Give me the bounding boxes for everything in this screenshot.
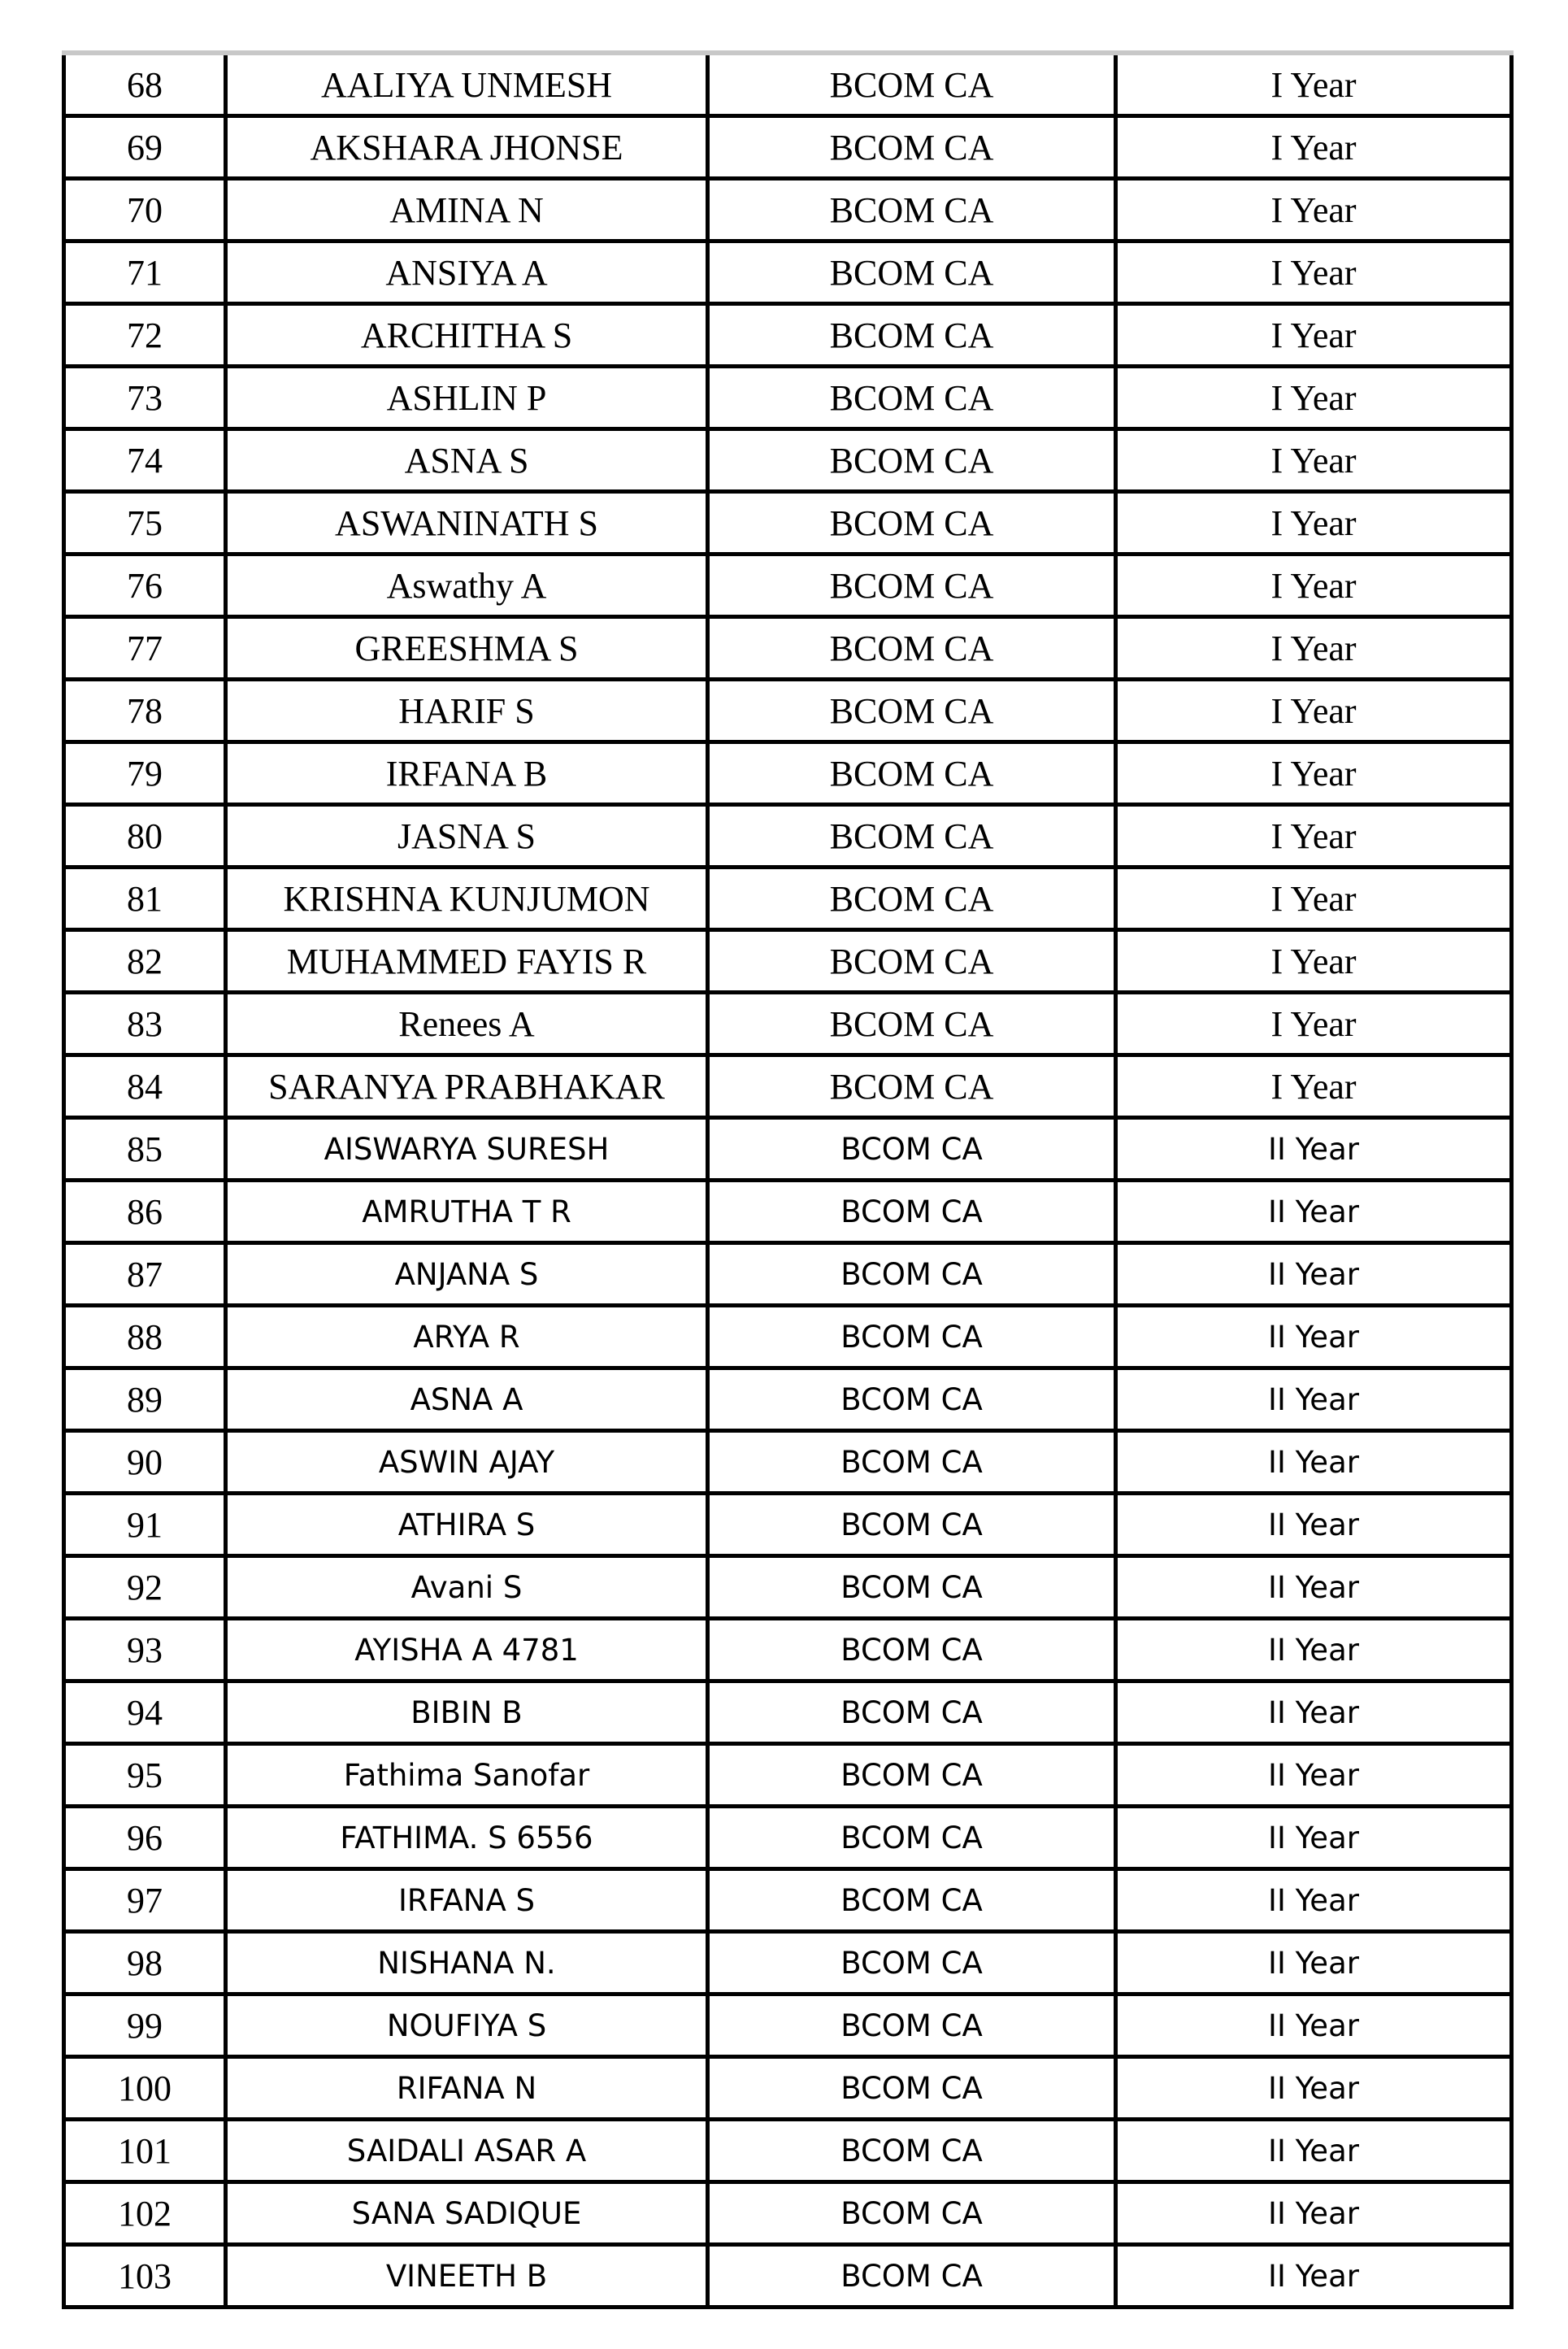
year-cell: II Year: [1116, 1118, 1512, 1181]
student-name-cell: AISWARYA SURESH: [226, 1118, 708, 1181]
course-cell: BCOM CA: [708, 1494, 1116, 1556]
year-cell: II Year: [1116, 2120, 1512, 2182]
year-cell: II Year: [1116, 1681, 1512, 1744]
student-name-cell: ATHIRA S: [226, 1494, 708, 1556]
table-row: [64, 1494, 1512, 1556]
table-row: [64, 116, 1512, 179]
year-cell: II Year: [1116, 1181, 1512, 1243]
serial-number-cell: 86: [64, 1181, 226, 1243]
table-row: [64, 1368, 1512, 1431]
course-cell: BCOM CA: [708, 1306, 1116, 1368]
table-row: [64, 1932, 1512, 1994]
table-row: [64, 1055, 1512, 1118]
table-row: [64, 2120, 1512, 2182]
course-cell: BCOM CA: [708, 930, 1116, 993]
course-cell: BCOM CA: [708, 1681, 1116, 1744]
course-cell: BCOM CA: [708, 742, 1116, 805]
serial-number-cell: 92: [64, 1556, 226, 1619]
serial-number-cell: 90: [64, 1431, 226, 1494]
student-name-cell: MUHAMMED FAYIS R: [226, 930, 708, 993]
serial-number-cell: 80: [64, 805, 226, 868]
serial-number-cell: 101: [64, 2120, 226, 2182]
year-cell: I Year: [1116, 805, 1512, 868]
student-name-cell: SARANYA PRABHAKAR: [226, 1055, 708, 1118]
year-cell: II Year: [1116, 1494, 1512, 1556]
course-cell: BCOM CA: [708, 179, 1116, 241]
year-cell: I Year: [1116, 367, 1512, 429]
student-name-cell: Renees A: [226, 993, 708, 1055]
student-name-cell: AALIYA UNMESH: [226, 53, 708, 116]
course-cell: BCOM CA: [708, 1055, 1116, 1118]
year-cell: II Year: [1116, 1619, 1512, 1681]
course-cell: BCOM CA: [708, 1932, 1116, 1994]
student-name-cell: ANJANA S: [226, 1243, 708, 1306]
student-name-cell: AYISHA A 4781: [226, 1619, 708, 1681]
student-name-cell: FATHIMA. S 6556: [226, 1807, 708, 1869]
serial-number-cell: 74: [64, 429, 226, 492]
student-table-body: [64, 53, 1512, 2308]
course-cell: BCOM CA: [708, 2120, 1116, 2182]
course-cell: BCOM CA: [708, 2182, 1116, 2245]
year-cell: I Year: [1116, 179, 1512, 241]
table-row: [64, 1869, 1512, 1932]
year-cell: I Year: [1116, 617, 1512, 680]
serial-number-cell: 78: [64, 680, 226, 742]
year-cell: II Year: [1116, 1368, 1512, 1431]
year-cell: II Year: [1116, 1807, 1512, 1869]
table-row: [64, 617, 1512, 680]
table-row: [64, 1243, 1512, 1306]
year-cell: II Year: [1116, 1994, 1512, 2057]
year-cell: I Year: [1116, 742, 1512, 805]
serial-number-cell: 94: [64, 1681, 226, 1744]
course-cell: BCOM CA: [708, 1431, 1116, 1494]
year-cell: I Year: [1116, 555, 1512, 617]
year-cell: II Year: [1116, 1932, 1512, 1994]
student-name-cell: Fathima Sanofar: [226, 1744, 708, 1807]
student-name-cell: ARYA R: [226, 1306, 708, 1368]
table-row: [64, 1994, 1512, 2057]
course-cell: BCOM CA: [708, 1744, 1116, 1807]
student-name-cell: ASWANINATH S: [226, 492, 708, 555]
serial-number-cell: 68: [64, 53, 226, 116]
table-row: [64, 179, 1512, 241]
student-name-cell: NISHANA N.: [226, 1932, 708, 1994]
table-row: [64, 241, 1512, 304]
course-cell: BCOM CA: [708, 241, 1116, 304]
serial-number-cell: 76: [64, 555, 226, 617]
table-row: [64, 868, 1512, 930]
student-name-cell: ASNA A: [226, 1368, 708, 1431]
serial-number-cell: 98: [64, 1932, 226, 1994]
student-name-cell: VINEETH B: [226, 2245, 708, 2308]
table-row: [64, 555, 1512, 617]
year-cell: I Year: [1116, 1055, 1512, 1118]
serial-number-cell: 85: [64, 1118, 226, 1181]
student-name-cell: Aswathy A: [226, 555, 708, 617]
course-cell: BCOM CA: [708, 492, 1116, 555]
year-cell: II Year: [1116, 2182, 1512, 2245]
student-name-cell: IRFANA B: [226, 742, 708, 805]
course-cell: BCOM CA: [708, 367, 1116, 429]
course-cell: BCOM CA: [708, 2057, 1116, 2120]
serial-number-cell: 81: [64, 868, 226, 930]
serial-number-cell: 102: [64, 2182, 226, 2245]
serial-number-cell: 89: [64, 1368, 226, 1431]
serial-number-cell: 75: [64, 492, 226, 555]
course-cell: BCOM CA: [708, 1556, 1116, 1619]
serial-number-cell: 82: [64, 930, 226, 993]
table-row: [64, 2182, 1512, 2245]
year-cell: I Year: [1116, 680, 1512, 742]
table-row: [64, 53, 1512, 116]
serial-number-cell: 79: [64, 742, 226, 805]
student-name-cell: SANA SADIQUE: [226, 2182, 708, 2245]
student-name-cell: ASWIN AJAY: [226, 1431, 708, 1494]
table-row: [64, 1807, 1512, 1869]
student-name-cell: AMRUTHA T R: [226, 1181, 708, 1243]
serial-number-cell: 88: [64, 1306, 226, 1368]
table-row: [64, 492, 1512, 555]
course-cell: BCOM CA: [708, 304, 1116, 367]
serial-number-cell: 73: [64, 367, 226, 429]
student-name-cell: KRISHNA KUNJUMON: [226, 868, 708, 930]
student-name-cell: AMINA N: [226, 179, 708, 241]
student-name-cell: ASHLIN P: [226, 367, 708, 429]
year-cell: II Year: [1116, 1243, 1512, 1306]
year-cell: II Year: [1116, 1744, 1512, 1807]
serial-number-cell: 93: [64, 1619, 226, 1681]
course-cell: BCOM CA: [708, 1869, 1116, 1932]
year-cell: I Year: [1116, 993, 1512, 1055]
year-cell: II Year: [1116, 2245, 1512, 2308]
table-row: [64, 1744, 1512, 1807]
course-cell: BCOM CA: [708, 1368, 1116, 1431]
year-cell: II Year: [1116, 1556, 1512, 1619]
year-cell: I Year: [1116, 241, 1512, 304]
serial-number-cell: 71: [64, 241, 226, 304]
table-row: [64, 680, 1512, 742]
serial-number-cell: 95: [64, 1744, 226, 1807]
course-cell: BCOM CA: [708, 993, 1116, 1055]
serial-number-cell: 72: [64, 304, 226, 367]
year-cell: I Year: [1116, 429, 1512, 492]
table-row: [64, 429, 1512, 492]
course-cell: BCOM CA: [708, 116, 1116, 179]
table-row: [64, 1556, 1512, 1619]
course-cell: BCOM CA: [708, 2245, 1116, 2308]
table-row: [64, 1431, 1512, 1494]
course-cell: BCOM CA: [708, 868, 1116, 930]
serial-number-cell: 69: [64, 116, 226, 179]
year-cell: II Year: [1116, 1306, 1512, 1368]
serial-number-cell: 103: [64, 2245, 226, 2308]
course-cell: BCOM CA: [708, 1243, 1116, 1306]
table-row: [64, 1619, 1512, 1681]
year-cell: II Year: [1116, 2057, 1512, 2120]
student-name-cell: BIBIN B: [226, 1681, 708, 1744]
serial-number-cell: 100: [64, 2057, 226, 2120]
course-cell: BCOM CA: [708, 1118, 1116, 1181]
student-name-cell: AKSHARA JHONSE: [226, 116, 708, 179]
year-cell: I Year: [1116, 930, 1512, 993]
course-cell: BCOM CA: [708, 53, 1116, 116]
serial-number-cell: 83: [64, 993, 226, 1055]
table-row: [64, 1306, 1512, 1368]
student-name-cell: ANSIYA A: [226, 241, 708, 304]
course-cell: BCOM CA: [708, 1181, 1116, 1243]
student-name-cell: HARIF S: [226, 680, 708, 742]
serial-number-cell: 91: [64, 1494, 226, 1556]
table-row: [64, 304, 1512, 367]
table-row: [64, 2057, 1512, 2120]
student-table: [62, 50, 1514, 2309]
course-cell: BCOM CA: [708, 1994, 1116, 2057]
table-row: [64, 742, 1512, 805]
year-cell: I Year: [1116, 868, 1512, 930]
serial-number-cell: 97: [64, 1869, 226, 1932]
serial-number-cell: 70: [64, 179, 226, 241]
year-cell: I Year: [1116, 304, 1512, 367]
year-cell: I Year: [1116, 492, 1512, 555]
course-cell: BCOM CA: [708, 1807, 1116, 1869]
serial-number-cell: 99: [64, 1994, 226, 2057]
student-name-cell: Avani S: [226, 1556, 708, 1619]
table-row: [64, 2245, 1512, 2308]
table-row: [64, 805, 1512, 868]
year-cell: II Year: [1116, 1869, 1512, 1932]
table-row: [64, 1181, 1512, 1243]
serial-number-cell: 87: [64, 1243, 226, 1306]
course-cell: BCOM CA: [708, 1619, 1116, 1681]
course-cell: BCOM CA: [708, 617, 1116, 680]
student-name-cell: ARCHITHA S: [226, 304, 708, 367]
serial-number-cell: 96: [64, 1807, 226, 1869]
course-cell: BCOM CA: [708, 680, 1116, 742]
student-name-cell: NOUFIYA S: [226, 1994, 708, 2057]
student-name-cell: ASNA S: [226, 429, 708, 492]
year-cell: II Year: [1116, 1431, 1512, 1494]
serial-number-cell: 77: [64, 617, 226, 680]
student-name-cell: RIFANA N: [226, 2057, 708, 2120]
student-name-cell: SAIDALI ASAR A: [226, 2120, 708, 2182]
year-cell: I Year: [1116, 53, 1512, 116]
serial-number-cell: 84: [64, 1055, 226, 1118]
table-row: [64, 930, 1512, 993]
table-row: [64, 1681, 1512, 1744]
student-name-cell: GREESHMA S: [226, 617, 708, 680]
table-row: [64, 367, 1512, 429]
course-cell: BCOM CA: [708, 429, 1116, 492]
course-cell: BCOM CA: [708, 555, 1116, 617]
table-row: [64, 1118, 1512, 1181]
student-name-cell: JASNA S: [226, 805, 708, 868]
table-row: [64, 993, 1512, 1055]
year-cell: I Year: [1116, 116, 1512, 179]
course-cell: BCOM CA: [708, 805, 1116, 868]
student-name-cell: IRFANA S: [226, 1869, 708, 1932]
